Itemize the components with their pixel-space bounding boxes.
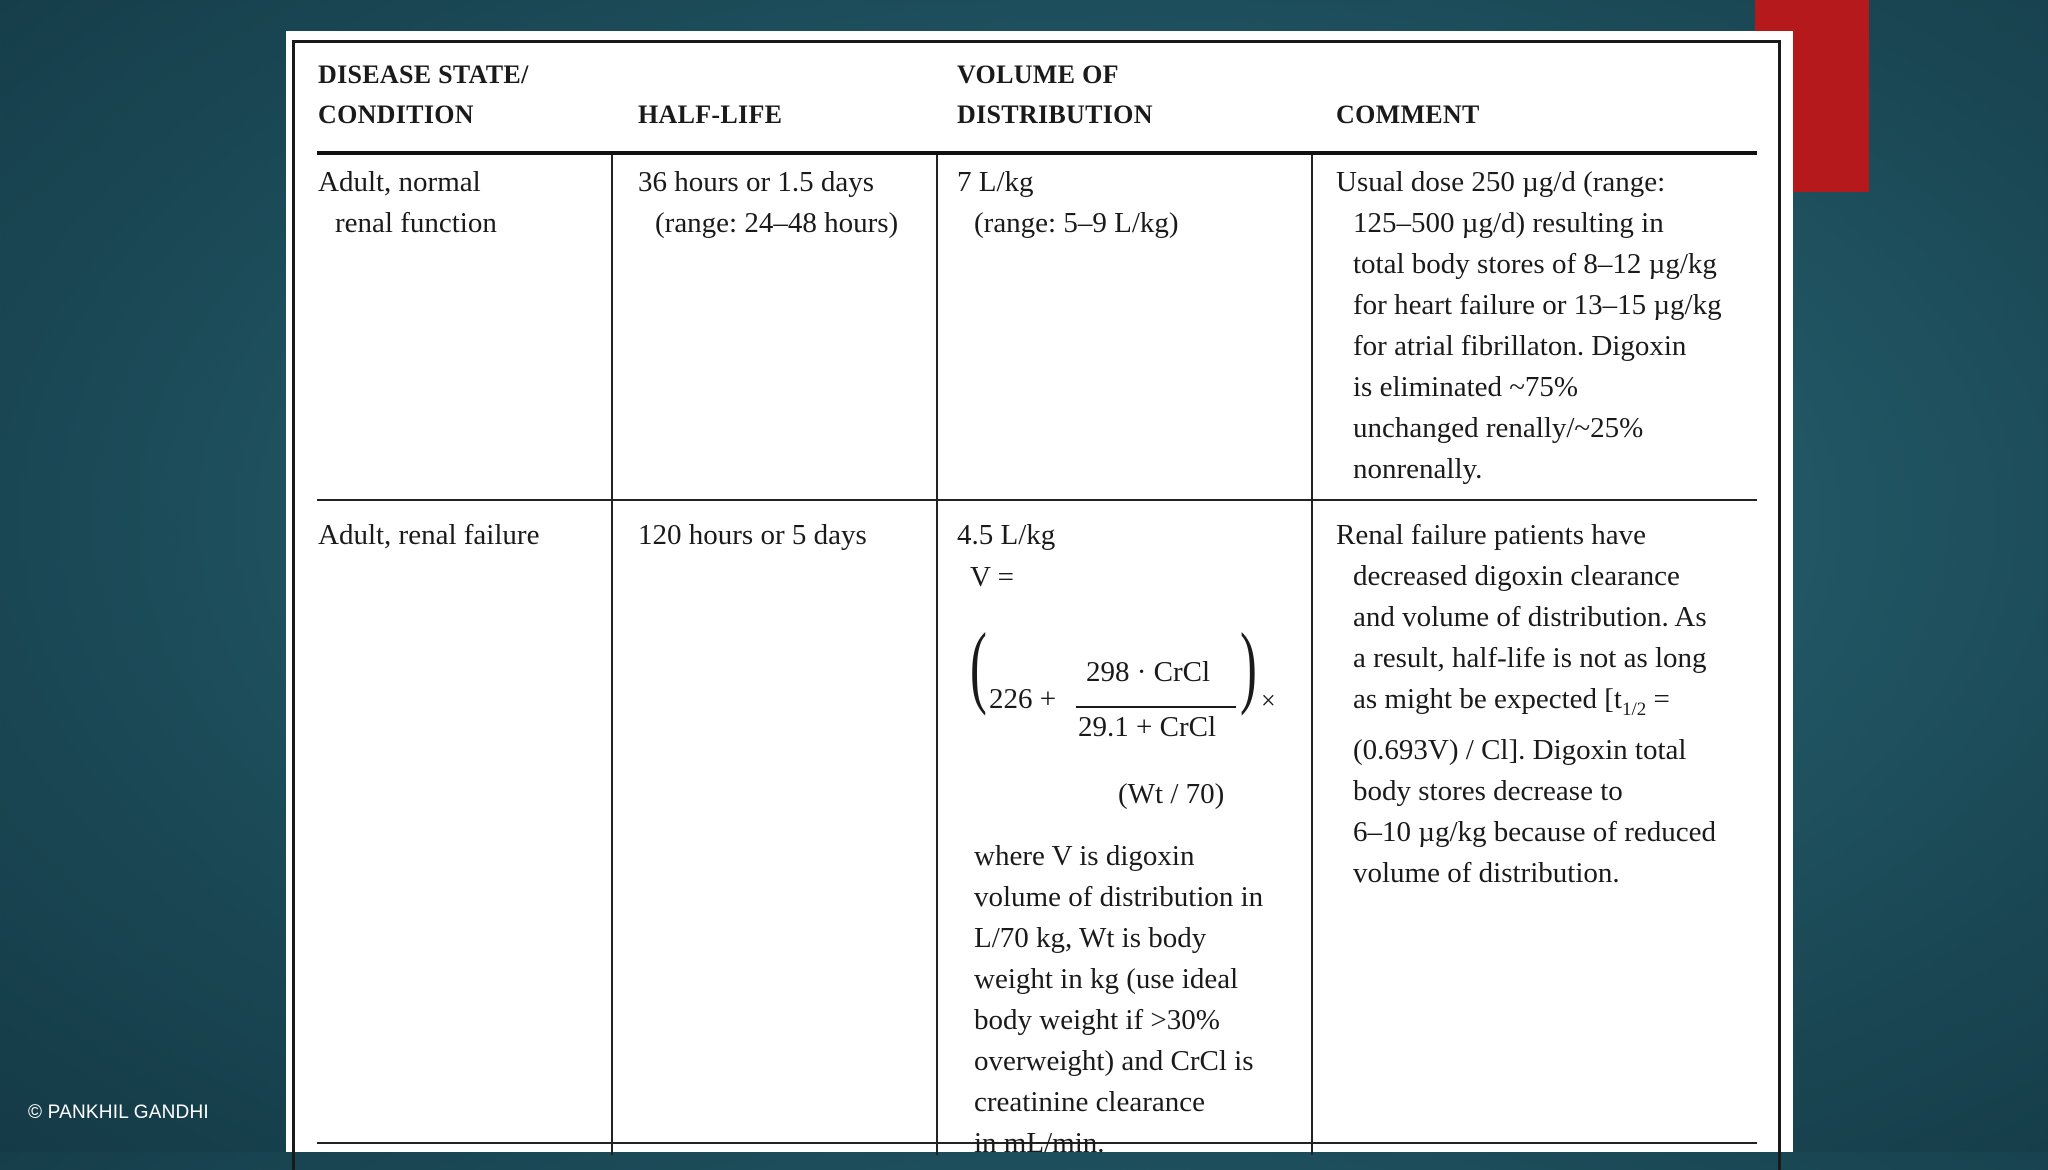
cell-line: Renal failure patients have xyxy=(1336,519,1647,551)
cell-line: body stores decrease to xyxy=(1353,774,1623,807)
cell-line: Usual dose 250 µg/d (range: xyxy=(1336,166,1666,198)
table-row-1-condition xyxy=(318,162,497,244)
cell-line: nonrenally. xyxy=(1353,453,1483,485)
cell-line: Adult, renal failure xyxy=(318,519,540,551)
cell-line: for atrial fibrillaton. Digoxin xyxy=(1353,330,1687,362)
formula-denominator: 29.1 + CrCl xyxy=(1078,711,1217,743)
cell-line: 36 hours or 1.5 days xyxy=(638,166,875,198)
header-disease-state xyxy=(318,55,529,135)
table-row-2-volume-value xyxy=(957,515,1055,556)
cell-line: total body stores of 8–12 µg/kg xyxy=(1353,248,1717,280)
copyright-footer: © PANKHIL GANDHI xyxy=(28,1102,209,1123)
header-volume-line2: DISTRIBUTION xyxy=(957,100,1153,129)
cell-line: in mL/min. xyxy=(974,1127,1105,1159)
cell-line: where V is digoxin xyxy=(974,840,1195,872)
header-comment: COMMENT xyxy=(1336,100,1480,129)
formula-times: × xyxy=(1261,686,1276,715)
cell-line: 4.5 L/kg xyxy=(957,519,1056,551)
fraction-bar xyxy=(1076,706,1236,708)
cell-line: unchanged renally/~25% xyxy=(1353,412,1644,444)
table-row-2-half-life xyxy=(638,515,867,556)
cell-line: renal function xyxy=(335,207,497,239)
header-disease-state-line1: DISEASE STATE/ xyxy=(318,60,529,89)
formula-constant: 226 + xyxy=(989,683,1057,715)
header-volume xyxy=(957,55,1153,135)
table-row-2-comment xyxy=(1336,515,1716,894)
cell-line: (range: 24–48 hours) xyxy=(655,207,899,239)
cell-line: Adult, normal xyxy=(318,166,481,198)
cell-line: (0.693V) / Cl]. Digoxin total xyxy=(1353,733,1687,766)
cell-line: volume of distribution in xyxy=(974,881,1264,913)
cell-line: body weight if >30% xyxy=(974,1004,1220,1036)
cell-line: for heart failure or 13–15 µg/kg xyxy=(1353,289,1722,321)
header-disease-state-line2: CONDITION xyxy=(318,100,474,129)
cell-line: 125–500 µg/d) resulting in xyxy=(1353,207,1664,239)
cell-line: L/70 kg, Wt is body xyxy=(974,922,1207,954)
cell-line: a result, half-life is not as long xyxy=(1353,642,1707,674)
header-half-life: HALF-LIFE xyxy=(638,100,783,129)
table-row-1-volume xyxy=(957,162,1179,244)
header-volume-line1: VOLUME OF xyxy=(957,60,1119,89)
cell-line: creatinine clearance xyxy=(974,1086,1206,1118)
cell-line: (range: 5–9 L/kg) xyxy=(974,207,1179,239)
formula-numerator: 298 · CrCl xyxy=(1086,656,1211,688)
column-divider xyxy=(611,155,613,1155)
formula-right-paren: ) xyxy=(1240,614,1257,716)
cell-line: 7 L/kg xyxy=(957,166,1034,198)
half-life-subscript: 1/2 xyxy=(1621,698,1647,720)
formula-lhs: V = xyxy=(970,561,1015,593)
column-divider xyxy=(936,155,938,1155)
cell-line: weight in kg (use ideal xyxy=(974,963,1239,995)
cell-line: overweight) and CrCl is xyxy=(974,1045,1254,1077)
cell-line: and volume of distribution. As xyxy=(1353,601,1707,633)
column-divider xyxy=(1311,155,1313,1155)
cell-line xyxy=(1336,679,1716,730)
row-divider xyxy=(317,499,1757,501)
table-row-2-volume-explanation xyxy=(974,836,1263,1164)
table-row-1-comment xyxy=(1336,162,1722,490)
cell-line: volume of distribution. xyxy=(1353,856,1620,889)
cell-line: is eliminated ~75% xyxy=(1353,371,1579,403)
cell-line: decreased digoxin clearance xyxy=(1353,560,1680,592)
table-row-1-half-life xyxy=(638,162,898,244)
table-image xyxy=(286,31,1793,1159)
comment-text: as might be expected [t xyxy=(1353,683,1622,715)
cell-line: 6–10 µg/kg because of reduced xyxy=(1353,815,1716,848)
formula-factor: (Wt / 70) xyxy=(1118,778,1225,810)
formula-left-paren: ( xyxy=(970,614,987,716)
comment-text: = xyxy=(1646,683,1670,715)
header-rule xyxy=(317,151,1757,155)
table-row-2-condition xyxy=(318,515,539,556)
cell-line: 120 hours or 5 days xyxy=(638,519,867,551)
